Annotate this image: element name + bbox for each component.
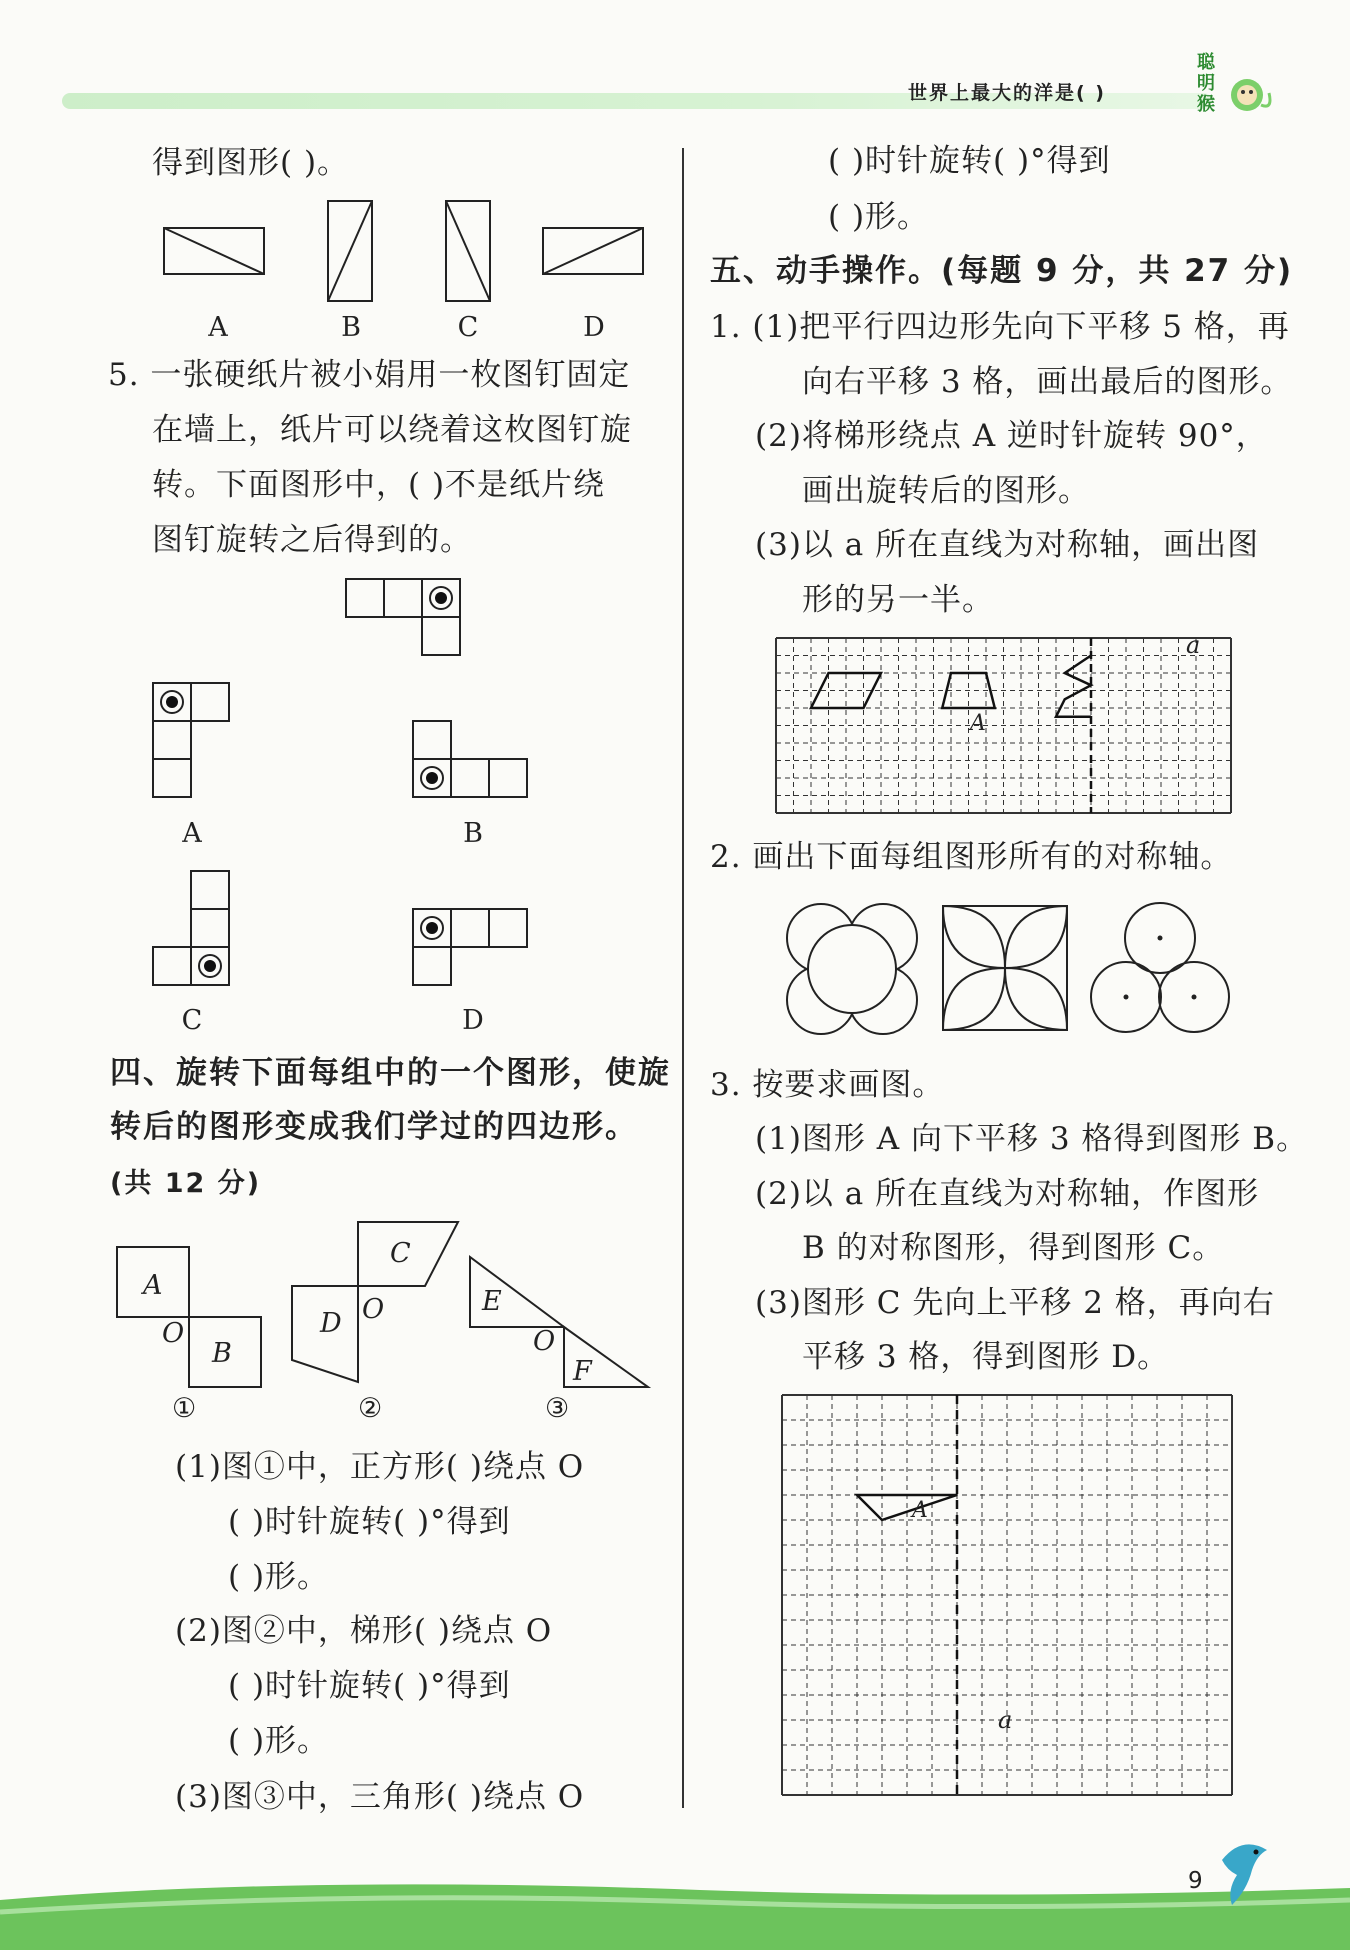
s5-q3-line-4: B 的对称图形，得到图形 C。 [802,1230,1225,1266]
s4-figure-3 [468,1255,653,1390]
s4-fig1-label-a: A [143,1270,164,1301]
s4-item-1-end: ( )形。 [228,1559,330,1595]
s5-q1-line-2: 向右平移 3 格，画出最后的图形。 [802,364,1293,400]
s4-item-2-end: ( )形。 [228,1723,330,1759]
q4-option-a-label: A [208,312,228,343]
q5-line-4: 图钉旋转之后得到的。 [152,522,472,558]
section4-title-1: 四、旋转下面每组中的一个图形，使旋 [110,1055,671,1091]
q4-tail: 得到图形( )。 [152,145,350,181]
s4-fig1-label-o: O [162,1318,186,1349]
s4-fig2-label-c: C [390,1238,412,1269]
q4-option-b-figure [327,200,373,302]
s5-q1-line-1: 1. (1)把平行四边形先向下平移 5 格，再 [710,309,1290,345]
s4-fig3-label-o: O [533,1326,557,1357]
q4-figures [0,0,700,120]
s4-fig1-number: ① [172,1393,198,1424]
s5-q2-figure-four-circles [785,902,920,1037]
q4-option-c-label: C [457,312,479,343]
q5-option-b-label: B [463,818,483,849]
q4-option-a-figure [163,227,265,275]
page-number: 9 [1188,1868,1203,1894]
section4-score: (共 12 分) [110,1168,262,1199]
s4-fig1-label-b: B [212,1338,233,1369]
s4-fig3-label-f: F [573,1356,593,1387]
q5-line-3: 转。下面图形中，( )不是纸片绕 [152,467,606,503]
footer-wave [0,1860,1350,1950]
s5-q3-line-6: 平移 3 格，得到图形 D。 [802,1339,1170,1375]
s5-q2-figure-square-petals [942,905,1068,1031]
logo [1195,50,1275,125]
q5-line-1: 5. 一张硬纸片被小娟用一枚图钉固定 [108,357,631,393]
s4-item-2: (2)图②中，梯形( )绕点 O [175,1613,553,1649]
right-cont-line-2: ( )形。 [828,199,930,235]
s4-item-3: (3)图③中，三角形( )绕点 O [175,1779,585,1815]
s5-q1-line-6: 形的另一半。 [802,582,994,618]
s5-q3-grid-label-a-shape: A [912,1498,929,1523]
s5-q1-line-5: (3)以 a 所在直线为对称轴，画出图 [755,527,1260,563]
s4-fig3-number: ③ [545,1393,571,1424]
s4-item-2-cont: ( )时针旋转( )°得到 [228,1668,511,1704]
q4-option-d-figure [542,227,644,275]
s5-q3-line-3: (2)以 a 所在直线为对称轴，作图形 [755,1176,1260,1212]
section5-title: 五、动手操作。(每题 9 分，共 27 分) [710,253,1294,289]
s5-q3-line-2: (1)图形 A 向下平移 3 格得到图形 B。 [755,1121,1309,1157]
logo-text: 聪明猴 [1197,52,1215,115]
s4-fig2-number: ② [358,1393,384,1424]
s4-fig2-label-d: D [320,1308,343,1339]
s4-fig3-label-e: E [482,1286,503,1317]
q4-option-b-label: B [341,312,361,343]
header-quiz-text: 世界上最大的洋是( ) [908,82,1106,104]
right-cont-line-1: ( )时针旋转( )°得到 [828,143,1111,179]
s5-q3-grid-label-axis: a [998,1706,1014,1734]
s5-q1-grid-label-a-point: A [970,711,987,736]
s5-q1-grid [776,638,1238,814]
section4-title-2: 转后的图形变成我们学过的四边形。 [110,1109,638,1145]
q5-option-c-label: C [181,1005,203,1036]
s4-figure-1 [115,1245,265,1395]
q5-option-d-label: D [462,1005,484,1036]
q5-line-2: 在墙上，纸片可以绕着这枚图钉旋 [152,412,632,448]
s5-q1-line-3: (2)将梯形绕点 A 逆时针旋转 90°， [755,418,1268,454]
s4-fig2-label-o: O [362,1294,386,1325]
q5-option-a-figure [152,682,232,802]
column-divider [682,148,684,1808]
s5-q3-line-5: (3)图形 C 先向上平移 2 格，再向右 [755,1285,1275,1321]
q5-base-figure [345,578,465,658]
q5-option-d-figure [412,908,532,988]
s5-q2-figure-three-circles [1090,900,1230,1035]
s5-q2-line: 2. 画出下面每组图形所有的对称轴。 [710,839,1233,875]
dolphin-icon [1212,1830,1282,1920]
s4-item-1: (1)图①中，正方形( )绕点 O [175,1449,585,1485]
s5-q3-line-1: 3. 按要求画图。 [710,1067,945,1103]
s5-q1-line-4: 画出旋转后的图形。 [802,473,1090,509]
q4-option-c-figure [445,200,491,302]
q5-option-c-figure [152,870,232,990]
q4-option-d-label: D [583,312,605,343]
s5-q1-grid-label-axis: a [1186,631,1202,659]
q5-option-b-figure [412,720,532,800]
s4-item-1-cont: ( )时针旋转( )°得到 [228,1504,511,1540]
q5-option-a-label: A [182,818,202,849]
